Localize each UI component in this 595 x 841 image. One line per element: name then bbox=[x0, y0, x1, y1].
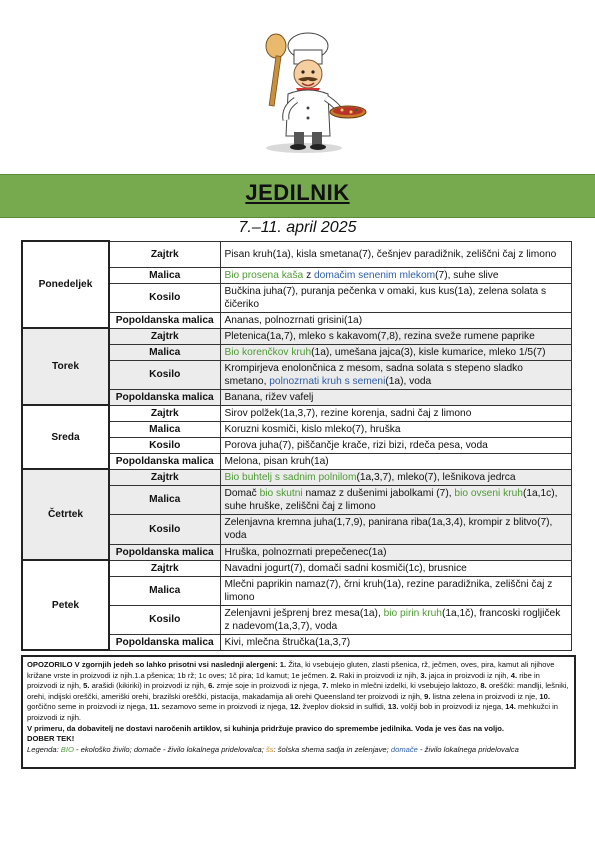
warning-fragment: arašidi (kikiriki) in proizvodi iz njih, bbox=[89, 681, 209, 691]
meal-label: Zajtrk bbox=[109, 469, 220, 485]
meal-label: Kosilo bbox=[109, 283, 220, 312]
dish-text: Zelenjavna kremna juha(1,7,9), panirana riba(1a,3,4), krompir z blitvo(7), voda bbox=[224, 517, 553, 541]
meal-label: Malica bbox=[109, 421, 220, 437]
dish-text: Melona, pisan kruh(1a) bbox=[224, 455, 329, 467]
dish-text: Ananas, polnozrnati grisini(1a) bbox=[224, 314, 363, 326]
dish-description bbox=[220, 634, 572, 650]
dish-description bbox=[220, 328, 572, 344]
dish-description bbox=[220, 453, 572, 469]
warning-fragment: ribe in proizvodi iz njih, bbox=[27, 670, 540, 691]
warning-fragment: 4. bbox=[510, 670, 518, 680]
dish-text: Bio prosena kaša bbox=[224, 269, 304, 281]
dish-text: Navadni jogurt(7), domači sadni kosmiči(1c), brusnice bbox=[224, 562, 467, 574]
dish-text: (1a), umešana jajca(3), kisle kumarice, mleko 1/5(7) bbox=[311, 346, 546, 358]
dish-text: namaz z dušenimi jabolkami (7), bbox=[302, 487, 455, 499]
page-title: JEDILNIK bbox=[245, 180, 350, 205]
dish-text: (1a,1č), francoski rogljiček z nadevom(1a,3,7), voda bbox=[224, 607, 561, 632]
meal-label: Popoldanska malica bbox=[109, 634, 220, 650]
dish-text: (1a,3,7), mleko(7), lešnikova jedrca bbox=[356, 471, 516, 483]
meal-label: Popoldanska malica bbox=[109, 312, 220, 328]
allergen-notes bbox=[21, 655, 576, 769]
dish-text: Bio buhtelj s sadnim polnilom bbox=[224, 471, 357, 483]
dish-text: Mlečni paprikin namaz(7), črni kruh(1a), rezine paradižnika, zeliščni čaj z limono bbox=[224, 578, 553, 603]
meal-label: Popoldanska malica bbox=[109, 453, 220, 469]
day-name: Sreda bbox=[22, 405, 109, 469]
change-notice: V primeru, da dobavitelj ne dostavi naročenih artiklov, si kuhinja pridržuje pravico do spremembe jedilnika. Voda je ves čas na voljo. bbox=[27, 723, 505, 733]
warning-fragment: zrnje soje in proizvodi iz njega, bbox=[214, 681, 323, 691]
dish-text: Banana, rižev vafelj bbox=[224, 391, 314, 403]
dish-description bbox=[220, 437, 572, 453]
closing-greeting: DOBER TEK! bbox=[27, 734, 75, 744]
warning-fragment: mehkužci in proizvodi iz njih. bbox=[27, 702, 559, 722]
meal-label: Kosilo bbox=[109, 360, 220, 389]
warning-fragment: 3. bbox=[420, 670, 427, 680]
dish-description bbox=[220, 605, 572, 634]
meal-label: Zajtrk bbox=[109, 405, 220, 421]
meal-label: Malica bbox=[109, 344, 220, 360]
menu-row bbox=[22, 469, 572, 485]
menu-row bbox=[22, 405, 572, 421]
meal-label: Popoldanska malica bbox=[109, 544, 220, 560]
dish-text: Bučkina juha(7), puranja pečenka v omaki, kus kus(1a), zelena solata s čičeriko bbox=[224, 285, 547, 310]
dish-description bbox=[220, 514, 572, 544]
dish-text: (7), suhe slive bbox=[435, 269, 499, 281]
dish-description bbox=[220, 544, 572, 560]
dish-text: Pisan kruh(1a), kisla smetana(7), češnjev paradižnik, zeliščni čaj z limono bbox=[224, 248, 557, 260]
warning-fragment: listna zelena in proizvodi iz nje, bbox=[430, 691, 540, 701]
dish-text: Bio korenčkov kruh bbox=[224, 346, 312, 358]
legend-fragment: : šolska shema sadja in zelenjave; bbox=[273, 744, 391, 754]
dish-description bbox=[220, 469, 572, 485]
dish-text: bio skutni bbox=[259, 487, 303, 499]
warning-fragment: 11. bbox=[149, 702, 160, 712]
dish-description bbox=[220, 405, 572, 421]
dish-text: Koruzni kosmiči, kislo mleko(7), hruška bbox=[224, 423, 401, 435]
legend-fragment: domače bbox=[390, 744, 418, 754]
dish-text: Kivi, mlečna štručka(1a,3,7) bbox=[224, 636, 351, 648]
dish-text: z bbox=[303, 269, 314, 281]
dish-text: Zelenjavni ješprenj brez mesa(1a), bbox=[224, 607, 384, 619]
meal-label: Kosilo bbox=[109, 437, 220, 453]
menu-row bbox=[22, 241, 572, 267]
dish-description bbox=[220, 312, 572, 328]
dish-text: (1a), voda bbox=[385, 375, 432, 387]
warning-fragment: žveplov dioksid in sulfidi, bbox=[300, 702, 388, 712]
warning-fragment: 12. bbox=[289, 702, 301, 712]
meal-label: Malica bbox=[109, 576, 220, 605]
warning-fragment: 2. bbox=[330, 670, 337, 680]
meal-label: Popoldanska malica bbox=[109, 389, 220, 405]
warning-fragment: 7. bbox=[322, 681, 329, 691]
meal-label: Kosilo bbox=[109, 605, 220, 634]
dish-text: bio pirin kruh bbox=[383, 607, 442, 619]
meal-label: Zajtrk bbox=[109, 328, 220, 344]
warning-fragment: 13. bbox=[387, 702, 399, 712]
warning-fragment: Raki in proizvodi iz njih, bbox=[336, 670, 421, 680]
dish-description bbox=[220, 283, 572, 312]
dish-text: bio ovseni kruh bbox=[454, 487, 523, 499]
dish-text: Pletenica(1a,7), mleko s kakavom(7,8), rezina sveže rumene paprike bbox=[224, 330, 535, 342]
day-name: Petek bbox=[22, 560, 109, 650]
dish-description bbox=[220, 360, 572, 389]
meal-label: Zajtrk bbox=[109, 560, 220, 576]
dish-description bbox=[220, 389, 572, 405]
warning-fragment: 10. bbox=[539, 691, 550, 701]
dish-text: Domač bbox=[224, 487, 260, 499]
legend-fragment: - živilo lokalnega pridelovalca bbox=[417, 744, 519, 754]
dish-description bbox=[220, 560, 572, 576]
day-name: Ponedeljek bbox=[22, 241, 109, 328]
warning-fragment: jajca in proizvodi iz njih, bbox=[426, 670, 511, 680]
dish-description bbox=[220, 485, 572, 514]
meal-label: Zajtrk bbox=[109, 241, 220, 267]
day-name: Četrtek bbox=[22, 469, 109, 560]
menu-row bbox=[22, 560, 572, 576]
warning-fragment: sezamovo seme in proizvodi iz njega, bbox=[159, 702, 290, 712]
dish-text: Porova juha(7), piščančje krače, rizi bizi, rdeča pesa, voda bbox=[224, 439, 488, 451]
warning-fragment: oreščki: mandlji, lešniki, orehi, indijski oreščki, ameriški orehi, brazilski oreščki, pistacija, makadamija ali orehi Queensland ter proizvodi iz njih, bbox=[27, 681, 569, 701]
dish-description bbox=[220, 344, 572, 360]
dish-text: polnozrnati kruh s semeni bbox=[269, 375, 386, 387]
menu-dates: 7.–11. april 2025 bbox=[238, 219, 357, 236]
dish-text: Hruška, polnozrnati prepečenec(1a) bbox=[224, 546, 387, 558]
warning-fragment: mleko in mlečni izdelki, ki vsebujejo laktozo, bbox=[328, 681, 481, 691]
dish-text: domačim senenim mlekom bbox=[314, 269, 436, 281]
dish-description bbox=[220, 421, 572, 437]
warning-fragment: V zgornjih jedeh so lahko prisotni vsi naslednji alergeni: 1. bbox=[72, 660, 287, 669]
day-name: Torek bbox=[22, 328, 109, 405]
warning-fragment: Žita, ki vsebujejo gluten, zlasti pšenica, rž, ječmen, oves, pira, kamut ali njihove križane vrste in proizvodi iz njih.1.a pšenica; 1b rž; 1c oves; 1č pira; 1d kamut; 1e ječmen. bbox=[27, 660, 555, 680]
dish-description bbox=[220, 576, 572, 605]
chef-illustration bbox=[238, 28, 368, 156]
dish-description bbox=[220, 267, 572, 283]
warning-fragment: 5. bbox=[83, 681, 90, 691]
warning-fragment: 9. bbox=[424, 691, 431, 701]
meal-label: Malica bbox=[109, 485, 220, 514]
dish-text: (1a,1c), suhe hruške, zeliščni čaj z limono bbox=[224, 487, 558, 512]
menu-table bbox=[21, 240, 572, 651]
meal-label: Kosilo bbox=[109, 514, 220, 544]
warning-fragment: volčji bob in proizvodi iz njega, bbox=[398, 702, 506, 712]
warning-fragment: 8. bbox=[480, 681, 487, 691]
dish-description bbox=[220, 241, 572, 267]
meal-label: Malica bbox=[109, 267, 220, 283]
legend-fragment: šs bbox=[265, 744, 274, 754]
dish-text: Krompirjeva enolončnica z mesom, sadna solata s stepeno sladko smetano, bbox=[224, 362, 523, 387]
dish-text: Sirov polžek(1a,3,7), rezine korenja, sadni čaj z limono bbox=[224, 407, 472, 419]
legend bbox=[27, 745, 570, 756]
warning-fragment: 6. bbox=[208, 681, 215, 691]
legend-fragment: - ekološko živilo; domače - živilo lokalnega pridelovalca; bbox=[73, 744, 266, 754]
warning-fragment: gorčično seme in proizvodi iz njega, bbox=[27, 702, 150, 712]
allergen-warning bbox=[27, 660, 570, 724]
warning-fragment: 14. bbox=[505, 702, 516, 712]
menu-row bbox=[22, 328, 572, 344]
legend-fragment: BIO bbox=[60, 744, 74, 754]
legend-fragment: Legenda: bbox=[27, 744, 61, 754]
warning-fragment: OPOZORILO bbox=[27, 660, 73, 669]
